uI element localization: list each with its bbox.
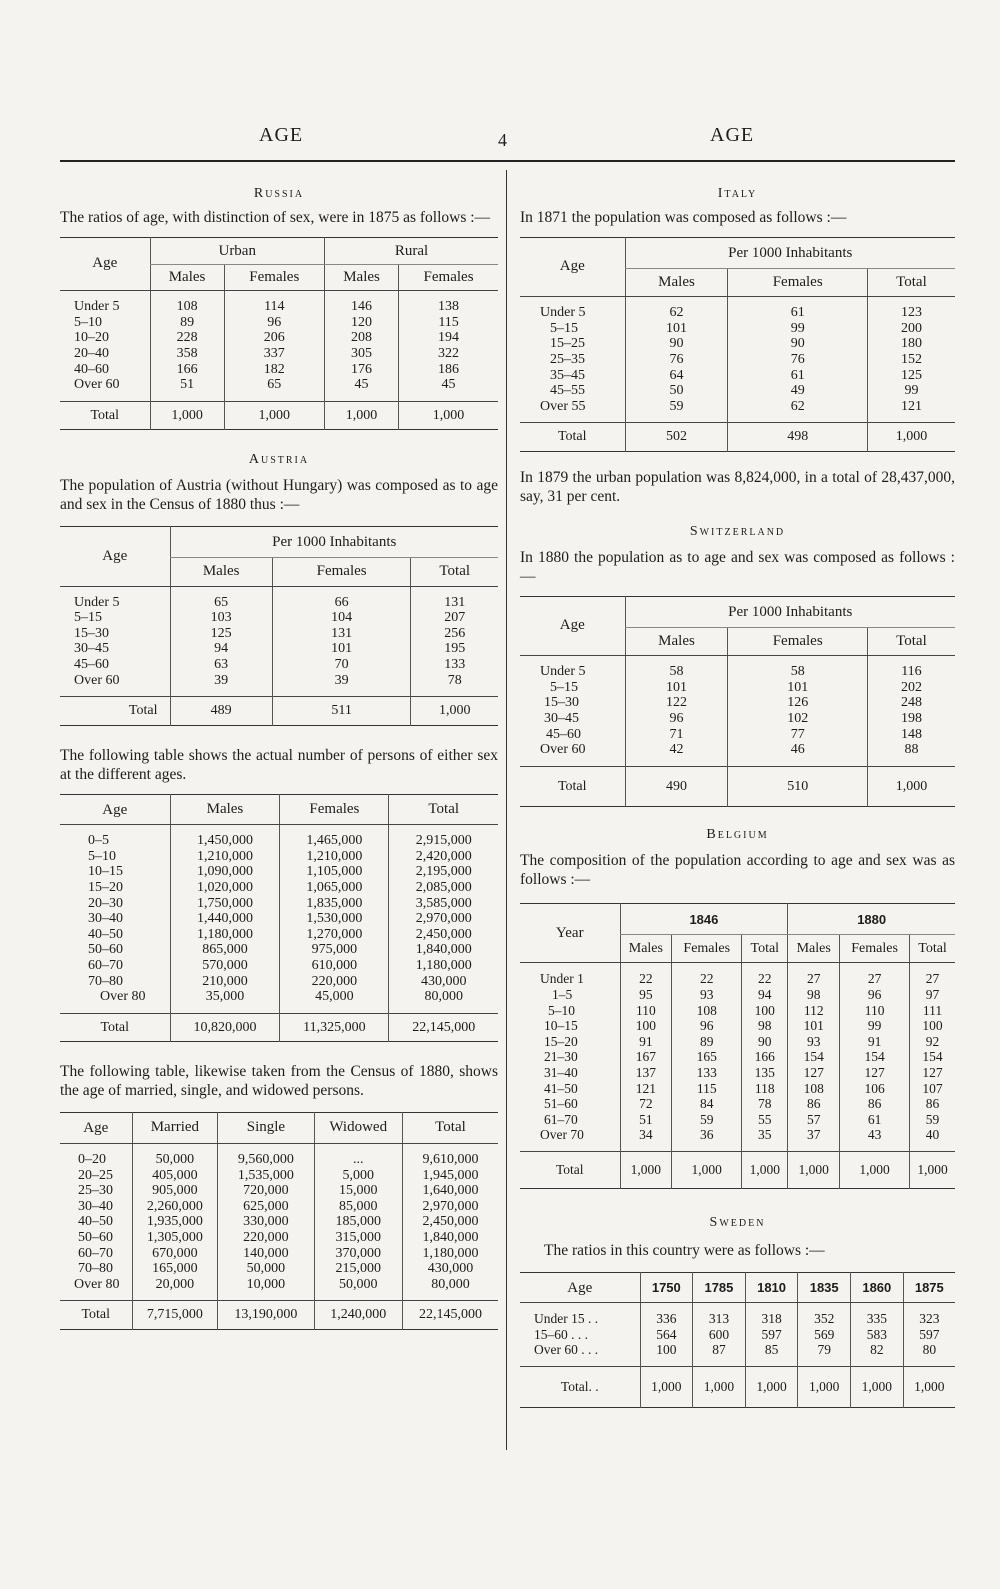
table-row: Over 60 51 65 45 45	[60, 377, 498, 401]
total-row: Total 7,715,000 13,190,000 1,240,000 22,145,000	[60, 1301, 498, 1330]
switzerland-group-header: Per 1000 Inhabitants	[625, 596, 955, 627]
belgium-sub-header: Total	[742, 934, 788, 963]
russia-intro: The ratios of age, with distinction of sex, were in 1875 as follows :—	[60, 209, 491, 226]
table-row: 60–70 670,000 140,000 370,000 1,180,000	[60, 1246, 498, 1262]
table-row: 40–50 1,180,000 1,270,000 2,450,000	[60, 927, 498, 943]
page-number: 4	[498, 130, 507, 150]
table-row: 5–15 101 101 202	[520, 680, 955, 696]
table-row: Under 15 . . 336 313 318 352 335 323	[520, 1303, 955, 1327]
belgium-year-1846: 1846	[620, 904, 788, 935]
total-row: Total. . 1,000 1,000 1,000 1,000 1,000 1,000	[520, 1366, 955, 1407]
russia-table	[60, 237, 498, 430]
table-row: 40–50 1,935,000 330,000 185,000 2,450,000	[60, 1214, 498, 1230]
table-row: Over 60 42 46 88	[520, 742, 955, 766]
belgium-intro: The composition of the population according to age and sex was as follows :—	[520, 852, 955, 889]
belgium-sub-header: Females	[840, 934, 910, 963]
left-column	[60, 180, 498, 1330]
belgium-title: Belgium	[706, 827, 769, 843]
table-row: 45–60 63 70 133	[60, 657, 498, 673]
switzerland-intro: In 1880 the population as to age and sex was composed as follows :—	[520, 548, 955, 585]
table-row: 20–25 405,000 1,535,000 5,000 1,945,000	[60, 1168, 498, 1184]
table-row: 30–45 96 102 198	[520, 711, 955, 727]
table-row: 25–35 76 76 152	[520, 352, 955, 368]
table-row: 25–30 905,000 720,000 15,000 1,640,000	[60, 1183, 498, 1199]
belgium-year-header: Year	[520, 904, 620, 963]
right-column	[520, 180, 955, 1408]
table-row: 1–5 95 93 94 98 96 97	[520, 987, 955, 1003]
table-row: 15–30 125 131 256	[60, 626, 498, 642]
col-header: Age	[60, 1113, 132, 1144]
sweden-table	[520, 1272, 955, 1408]
table-row: 35–45 64 61 125	[520, 368, 955, 384]
austria-sub-header: Total	[411, 557, 498, 586]
table-row: 51–60 72 84 78 86 86 86	[520, 1096, 955, 1112]
switzerland-table	[520, 596, 955, 807]
col-header: Total	[389, 794, 498, 825]
table-row: 0–20 50,000 9,560,000 ... 9,610,000	[60, 1144, 498, 1168]
austria-group-header: Per 1000 Inhabitants	[170, 527, 498, 558]
table-row: 10–20 228 206 208 194	[60, 330, 498, 346]
table-row: 45–55 50 49 99	[520, 383, 955, 399]
austria-title: Austria	[248, 452, 310, 468]
table-row: 10–15 1,090,000 1,105,000 2,195,000	[60, 864, 498, 880]
column-divider	[506, 170, 507, 1450]
italy-group-header: Per 1000 Inhabitants	[625, 238, 955, 269]
col-header: Males	[170, 794, 280, 825]
table-row: 5–15 101 99 200	[520, 321, 955, 337]
col-header: Age	[520, 1272, 640, 1303]
belgium-year-1880: 1880	[788, 904, 955, 935]
col-header: 1860	[851, 1272, 904, 1303]
russia-sub-header: Females	[224, 264, 324, 291]
table-row: 40–60 166 182 176 186	[60, 362, 498, 378]
running-head-left: AGE	[259, 124, 304, 146]
table-row: 15–20 1,020,000 1,065,000 2,085,000	[60, 880, 498, 896]
belgium-table	[520, 903, 955, 1188]
table-row: 10–15 100 96 98 101 99 100	[520, 1018, 955, 1034]
table-row: 50–60 865,000 975,000 1,840,000	[60, 942, 498, 958]
switzerland-sub-header: Females	[728, 627, 867, 656]
table-row: 30–45 94 101 195	[60, 641, 498, 657]
col-header: 1875	[903, 1272, 955, 1303]
italy-table	[520, 237, 955, 452]
table-row: 15–20 91 89 90 93 91 92	[520, 1034, 955, 1050]
col-header: Widowed	[314, 1113, 402, 1144]
col-header: 1810	[745, 1272, 798, 1303]
table-row: 15–25 90 90 180	[520, 336, 955, 352]
total-row: Total 1,000 1,000 1,000 1,000 1,000 1,000	[520, 1152, 955, 1189]
table-row: Under 5 62 61 123	[520, 297, 955, 321]
russia-sub-header: Females	[399, 264, 498, 291]
austria-marital-intro: The following table, likewise taken from the Census of 1880, shows the age of married, single, and widowed persons.	[60, 1063, 498, 1100]
table-row: 5–10 89 96 120 115	[60, 315, 498, 331]
russia-sub-header: Males	[150, 264, 224, 291]
table-row: 5–15 103 104 207	[60, 610, 498, 626]
austria-age-header: Age	[60, 527, 170, 586]
table-row: 41–50 121 115 118 108 106 107	[520, 1081, 955, 1097]
italy-title: Italy	[717, 186, 758, 201]
austria-sub-header: Females	[272, 557, 411, 586]
russia-sub-header: Males	[324, 264, 398, 291]
table-row: 31–40 137 133 135 127 127 127	[520, 1065, 955, 1081]
page-header	[60, 124, 955, 164]
col-header: Total	[402, 1113, 498, 1144]
table-row: 45–60 71 77 148	[520, 727, 955, 743]
col-header: 1835	[798, 1272, 851, 1303]
table-row: 20–30 1,750,000 1,835,000 3,585,000	[60, 896, 498, 912]
table-row: 15–30 122 126 248	[520, 695, 955, 711]
austria-sub-header: Males	[170, 557, 272, 586]
col-header: Females	[280, 794, 389, 825]
italy-age-header: Age	[520, 238, 625, 297]
col-header: Age	[60, 794, 170, 825]
italy-sub-header: Total	[867, 268, 955, 297]
belgium-sub-header: Females	[672, 934, 742, 963]
table-row: 5–10 110 108 100 112 110 111	[520, 1003, 955, 1019]
col-header: 1750	[640, 1272, 693, 1303]
total-row: Total 1,000 1,000 1,000 1,000	[60, 401, 498, 430]
switzerland-age-header: Age	[520, 596, 625, 655]
table-row: 5–10 1,210,000 1,210,000 2,420,000	[60, 849, 498, 865]
table-row: Under 1 22 22 22 27 27 27	[520, 963, 955, 987]
austria-table	[60, 526, 498, 725]
italy-intro: In 1871 the population was composed as follows :—	[520, 209, 847, 226]
italy-note: In 1879 the urban population was 8,824,000, in a total of 28,437,000, say, 31 per cent.	[520, 468, 955, 505]
russia-group-urban: Urban	[150, 238, 324, 265]
austria-actual-table	[60, 794, 498, 1043]
austria-actual-intro: The following table shows the actual number of persons of either sex at the different ages.	[60, 746, 498, 783]
switzerland-sub-header: Total	[867, 627, 955, 656]
table-row: 70–80 165,000 50,000 215,000 430,000	[60, 1261, 498, 1277]
austria-intro: The population of Austria (without Hungary) was composed as to age and sex in the Census of 1880 thus :—	[60, 477, 498, 514]
table-row: Over 80 20,000 10,000 50,000 80,000	[60, 1277, 498, 1301]
table-row: 30–40 2,260,000 625,000 85,000 2,970,000	[60, 1199, 498, 1215]
total-row: Total 10,820,000 11,325,000 22,145,000	[60, 1013, 498, 1042]
belgium-sub-header: Males	[620, 934, 672, 963]
table-row: Over 55 59 62 121	[520, 399, 955, 423]
table-row: Over 60 . . . 100 87 85 79 82 80	[520, 1342, 955, 1366]
table-row: 0–5 1,450,000 1,465,000 2,915,000	[60, 825, 498, 849]
belgium-sub-header: Males	[788, 934, 840, 963]
total-row: Total 489 511 1,000	[60, 697, 498, 726]
russia-title: Russia	[253, 186, 305, 201]
table-row: 21–30 167 165 166 154 154 154	[520, 1049, 955, 1065]
table-row: Over 70 34 36 35 37 43 40	[520, 1127, 955, 1151]
header-rule	[60, 160, 955, 162]
table-row: 70–80 210,000 220,000 430,000	[60, 974, 498, 990]
italy-sub-header: Males	[625, 268, 728, 297]
switzerland-title: Switzerland	[689, 523, 786, 539]
table-row: 50–60 1,305,000 220,000 315,000 1,840,000	[60, 1230, 498, 1246]
sweden-intro: The ratios in this country were as follows :—	[544, 1241, 825, 1259]
table-row: 61–70 51 59 55 57 61 59	[520, 1112, 955, 1128]
table-row: 30–40 1,440,000 1,530,000 2,970,000	[60, 911, 498, 927]
col-header: Married	[132, 1113, 218, 1144]
table-row: 20–40 358 337 305 322	[60, 346, 498, 362]
table-row: Under 5 58 58 116	[520, 656, 955, 680]
russia-group-rural: Rural	[324, 238, 498, 265]
austria-marital-table	[60, 1112, 498, 1330]
table-row: Under 5 108 114 146 138	[60, 291, 498, 315]
running-head-right: AGE	[710, 124, 755, 146]
table-row: 60–70 570,000 610,000 1,180,000	[60, 958, 498, 974]
total-row: Total 502 498 1,000	[520, 423, 955, 452]
table-row: Over 60 39 39 78	[60, 673, 498, 697]
italy-sub-header: Females	[728, 268, 867, 297]
russia-age-header: Age	[60, 238, 150, 291]
belgium-sub-header: Total	[910, 934, 955, 963]
table-row: 15–60 . . . 564 600 597 569 583 597	[520, 1327, 955, 1343]
sweden-title: Sweden	[709, 1214, 766, 1230]
switzerland-sub-header: Males	[625, 627, 728, 656]
col-header: 1785	[693, 1272, 746, 1303]
table-row: Under 5 65 66 131	[60, 586, 498, 610]
col-header: Single	[218, 1113, 314, 1144]
total-row: Total 490 510 1,000	[520, 766, 955, 807]
table-row: Over 80 35,000 45,000 80,000	[60, 989, 498, 1013]
